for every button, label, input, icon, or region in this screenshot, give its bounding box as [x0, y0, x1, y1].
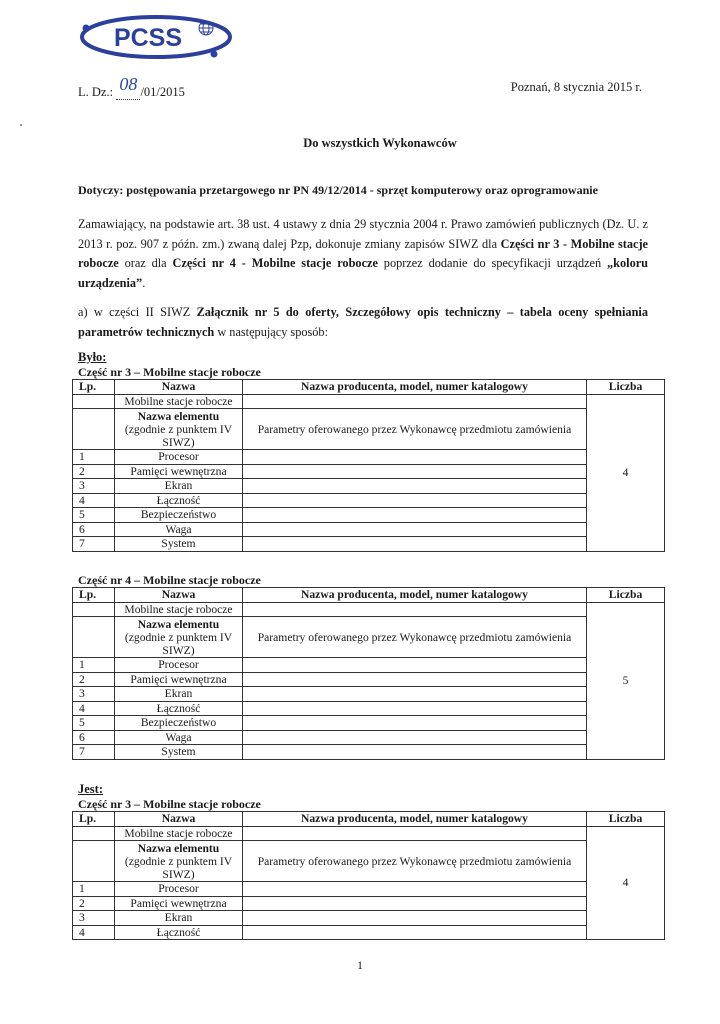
subheader-cell: Mobilne stacje robocze	[115, 394, 243, 409]
ref-number: 08	[119, 74, 138, 94]
header-nazwa: Nazwa	[115, 380, 243, 395]
paragraph-1: Zamawiający, na podstawie art. 38 ust. 4 ustawy z dnia 29 stycznia 2004 r. Prawo zamówień publicznych (Dz. U. z 2013 r. poz. 907 z późn. zm.) zwaną dalej Pzp, dokonuje zmiany zapisów SIWZ dla Części nr 3 - Mobilne stacje robocze oraz dla Części nr 4 - Mobilne stacje robocze poprzez dodanie do specyfikacji urządzeń „koloru urządzenia”.	[78, 217, 649, 290]
logo-text: PCSS	[113, 24, 183, 52]
table-row: 1 Procesor	[73, 658, 665, 673]
params-header-cell: Parametry oferowanego przez Wykonawcę przedmiotu zamówienia	[243, 841, 587, 882]
page-number: 1	[357, 958, 363, 972]
ref-prefix: L. Dz.:	[78, 85, 114, 99]
table-row: 3 Ekran	[73, 687, 665, 702]
table-row: 2 Pamięci wewnętrzna	[73, 464, 665, 479]
quantity-cell: 5	[587, 602, 665, 759]
table3-title: Część nr 3 – Mobilne stacje robocze	[78, 797, 261, 811]
table-row: 4 Łączność	[73, 701, 665, 716]
table-row: 2 Pamięci wewnętrzna	[73, 672, 665, 687]
addressee: Do wszystkich Wykonawców	[303, 136, 457, 150]
place-date: Poznań, 8 stycznia 2015 r.	[510, 80, 642, 94]
quantity-cell: 4	[587, 394, 665, 551]
subheader-cell: Mobilne stacje robocze	[115, 602, 243, 617]
table-row: 5 Bezpieczeństwo	[73, 508, 665, 523]
table-header-row	[73, 380, 665, 395]
table-row: 7 System	[73, 537, 665, 552]
section-jest: Jest:	[78, 782, 103, 796]
quantity-cell: 4	[587, 826, 665, 940]
params-header-cell: Parametry oferowanego przez Wykonawcę przedmiotu zamówienia	[243, 409, 587, 450]
table-row: 2 Pamięci wewnętrzna	[73, 896, 665, 911]
header-producent: Nazwa producenta, model, numer katalogowy	[243, 380, 587, 395]
section-bylo: Było:	[78, 350, 107, 364]
table-row: 3 Ekran	[73, 479, 665, 494]
table-row: 6 Waga	[73, 730, 665, 745]
element-name-cell: Nazwa elementu (zgodnie z punktem IV SIWZ)	[115, 409, 243, 450]
table-row: 5 Bezpieczeństwo	[73, 716, 665, 731]
table1-title: Część nr 3 – Mobilne stacje robocze	[78, 365, 261, 379]
table-row: 4 Łączność	[73, 493, 665, 508]
table-row: 1 Procesor	[73, 882, 665, 897]
ref-suffix: /01/2015	[140, 85, 185, 99]
spec-table-2	[72, 587, 665, 760]
ref-handwritten-field	[116, 74, 140, 100]
table-row: 7 System	[73, 745, 665, 760]
subheader-cell: Mobilne stacje robocze	[115, 826, 243, 841]
table-header-row: Lp. Nazwa Nazwa producenta, model, numer katalogowy Liczba	[73, 812, 665, 827]
subject-line: Dotyczy: postępowania przetargowego nr PN 49/12/2014 - sprzęt komputerowy oraz oprogramowanie	[78, 183, 598, 197]
paragraph-2: a) w części II SIWZ Załącznik nr 5 do oferty, Szczegółowy opis techniczny – tabela oceny spełniania parametrów technicznych w następujący sposób:	[78, 305, 648, 339]
pcss-logo	[78, 6, 238, 66]
spec-table-3	[72, 811, 665, 940]
table-row: 6 Waga	[73, 522, 665, 537]
spec-table-1	[72, 379, 665, 552]
table-row: 4 Łączność	[73, 925, 665, 940]
table-header-row: Lp. Nazwa Nazwa producenta, model, numer katalogowy Liczba	[73, 588, 665, 603]
scan-mark	[20, 124, 22, 126]
element-name-cell: Nazwa elementu (zgodnie z punktem IV SIWZ)	[115, 617, 243, 658]
params-header-cell: Parametry oferowanego przez Wykonawcę przedmiotu zamówienia	[243, 617, 587, 658]
header-lp: Lp.	[73, 380, 115, 395]
header-liczba: Liczba	[587, 380, 665, 395]
element-name-cell: Nazwa elementu (zgodnie z punktem IV SIWZ)	[115, 841, 243, 882]
reference-number	[78, 74, 185, 101]
table-row: 1 Procesor	[73, 450, 665, 465]
table2-title: Część nr 4 – Mobilne stacje robocze	[78, 573, 261, 587]
table-row: 3 Ekran	[73, 911, 665, 926]
